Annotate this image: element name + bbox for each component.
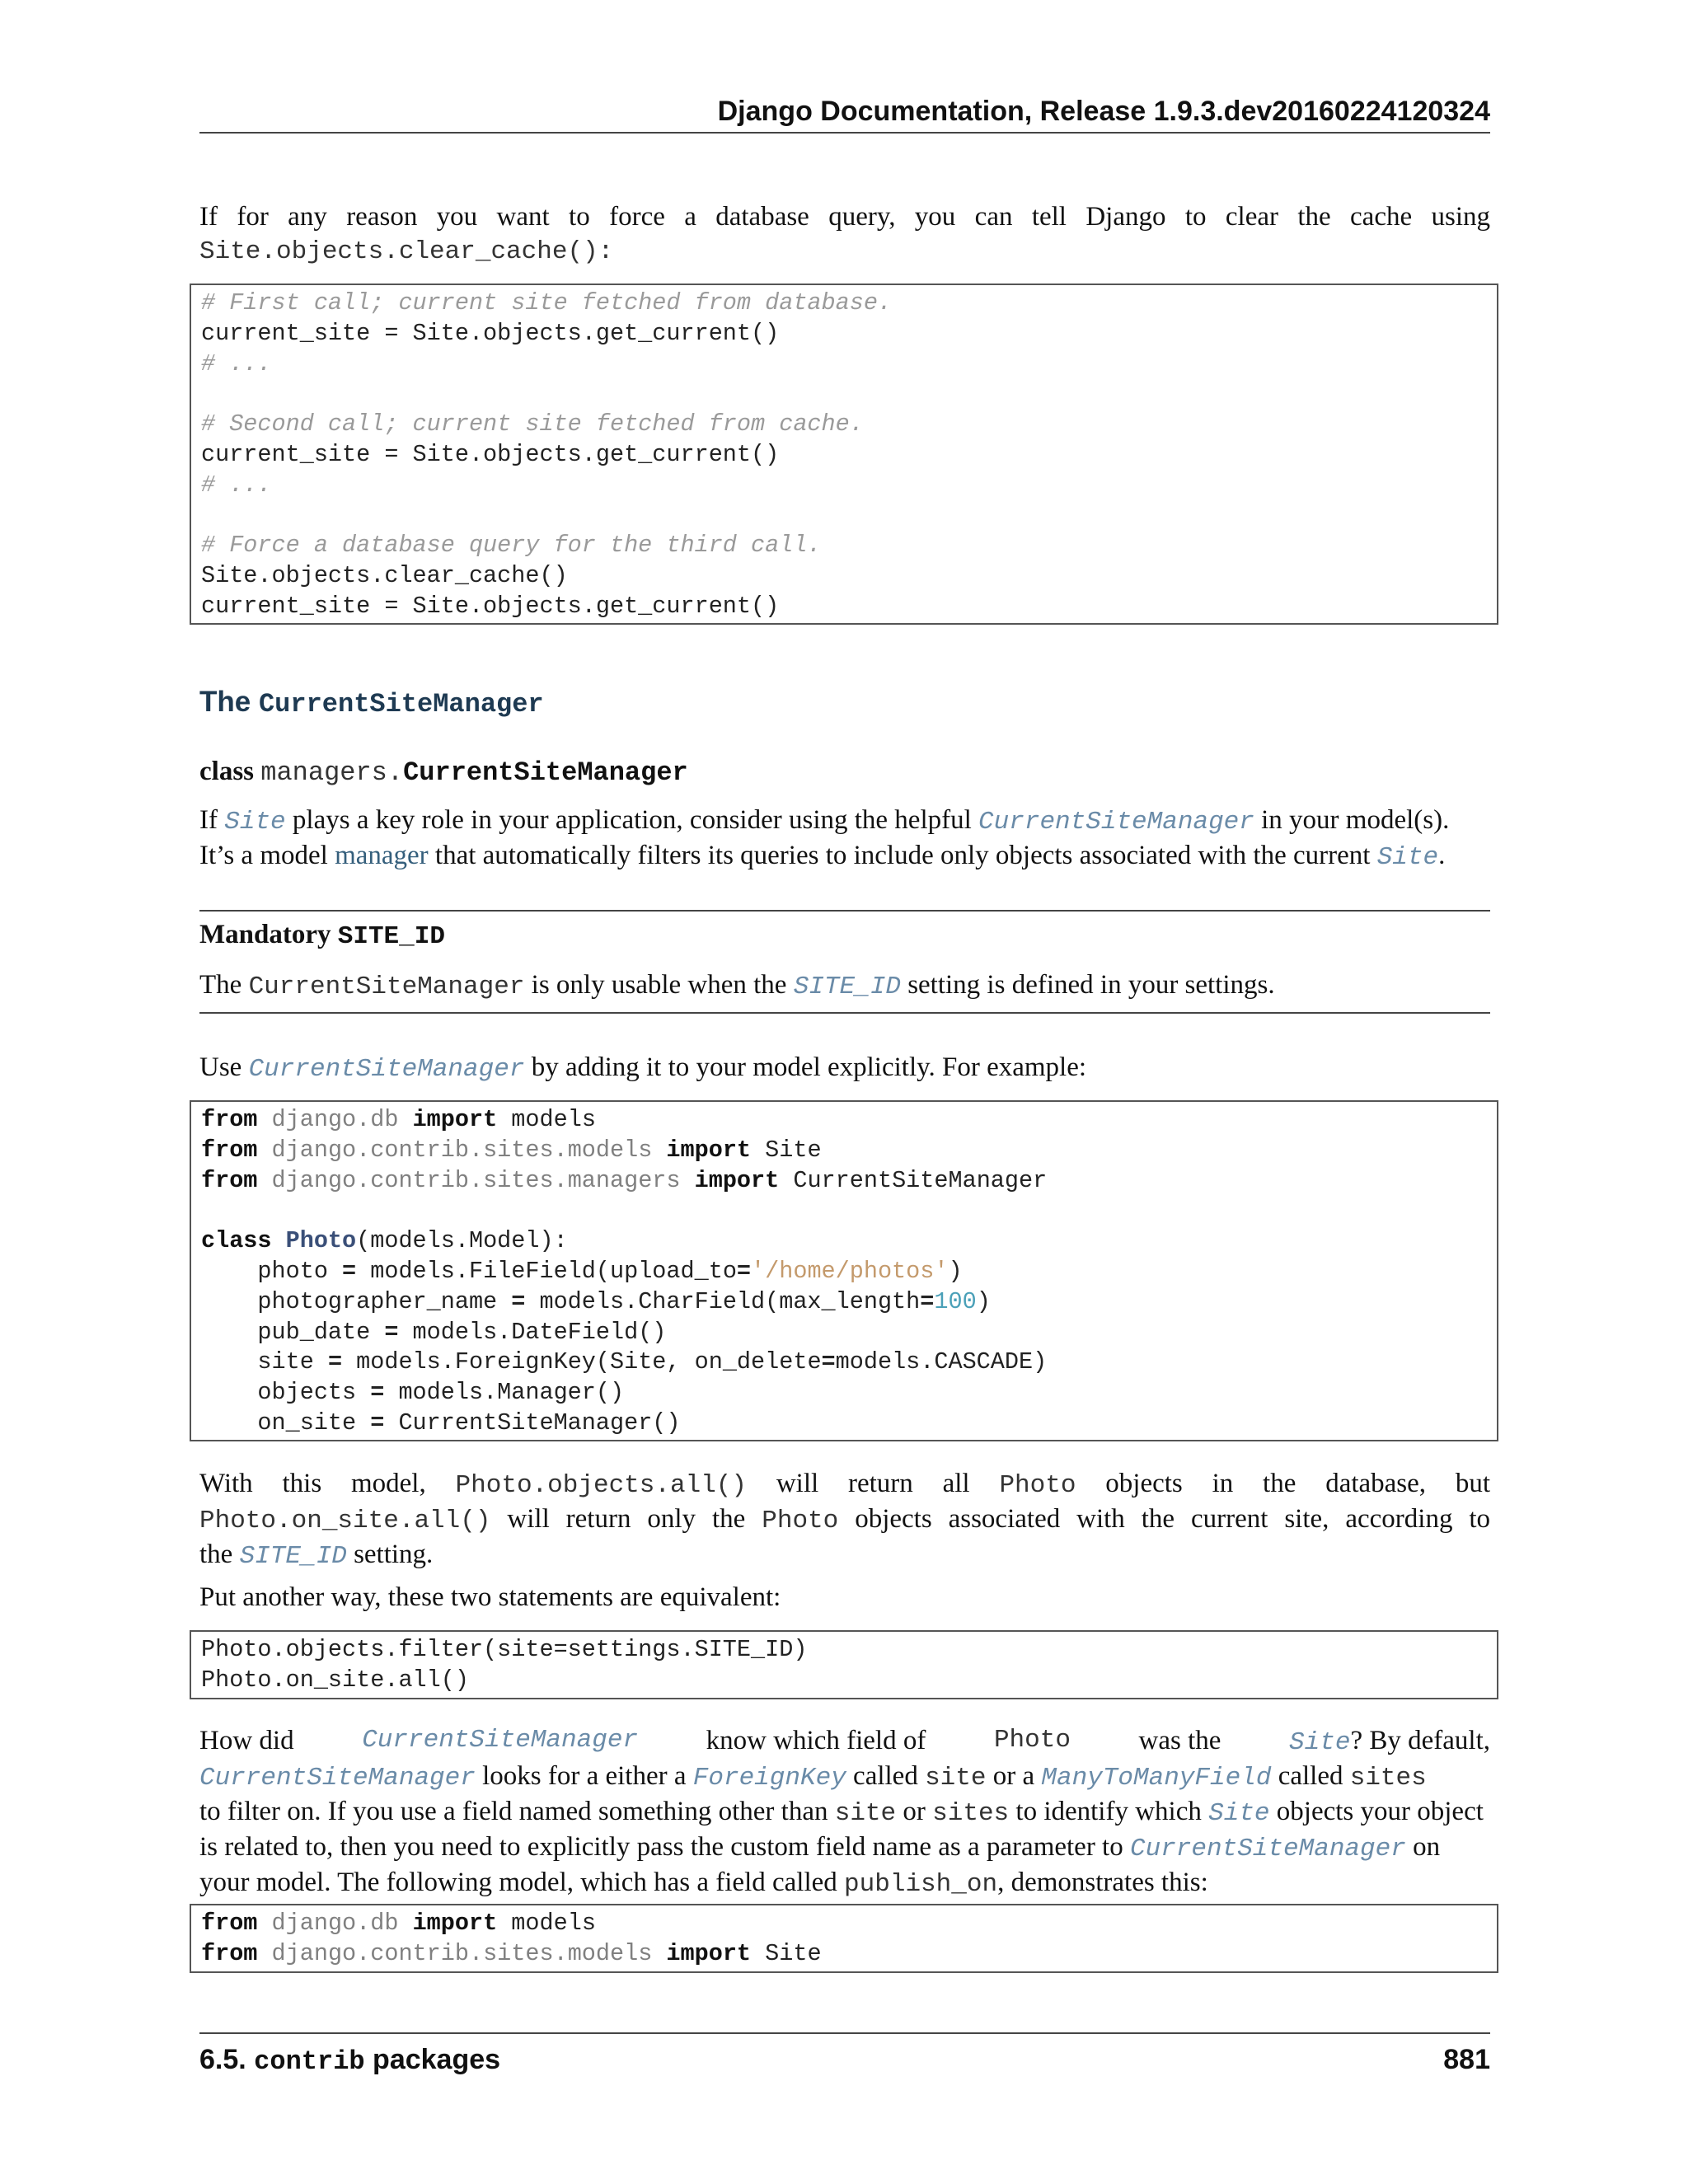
text: The xyxy=(199,970,242,1000)
how-line-4 xyxy=(199,1830,1490,1866)
heading-prefix: The xyxy=(199,686,251,718)
text: With this model, xyxy=(199,1469,426,1498)
inline-code: sites xyxy=(932,1799,1010,1828)
code-block-photo-pre: from django.db import models from django.contrib.sites.models import Site from django.contrib.sites.managers import CurrentSiteManager class Photo(models.Model): photo = models.FileField(upload_to='/home/photos') photographer_name = models.CharField(max_length=100) pub_date = models.DateField() site = models.ForeignKey(Site, on_delete=models.CASCADE) objects = models.Manager() on_site = CurrentSiteManager() xyxy=(201,1106,1048,1436)
code-line: # Force a database query for the third call. xyxy=(201,532,822,560)
inline-code: sites xyxy=(1349,1764,1427,1793)
text: setting is defined in your settings. xyxy=(907,970,1275,1000)
note-body xyxy=(199,968,1490,1004)
how-line-3 xyxy=(199,1795,1490,1830)
class-keyword: class xyxy=(199,757,254,786)
inline-code: site xyxy=(834,1799,897,1828)
intro-code: Site.objects.clear_cache(): xyxy=(199,237,614,266)
text: It’s a model xyxy=(199,841,328,870)
how-line-5 xyxy=(199,1866,1490,1901)
code-line: # Second call; current site fetched from cache. xyxy=(201,410,864,438)
footer-section-code: contrib xyxy=(254,2046,365,2077)
header-title: Django Documentation, Release 1.9.3.dev20160224120324 xyxy=(717,96,1490,127)
text: , demonstrates this: xyxy=(997,1868,1208,1897)
with-line-2 xyxy=(199,1502,1490,1538)
ref-currentsitemanager-link[interactable]: CurrentSiteManager xyxy=(1129,1835,1406,1863)
manager-link[interactable]: manager xyxy=(335,841,429,870)
text: to filter on. If you use a field named something other than xyxy=(199,1797,828,1826)
code-line: Photo.on_site.all() xyxy=(201,1666,469,1694)
note-bottom-rule xyxy=(199,1012,1490,1014)
note-title-prefix: Mandatory xyxy=(199,920,331,949)
ref-currentsitemanager-link[interactable]: CurrentSiteManager xyxy=(362,1726,639,1755)
text: setting. xyxy=(354,1540,434,1569)
text: Put another way, these two statements are equivalent: xyxy=(199,1582,781,1612)
code-line: # ... xyxy=(201,349,272,377)
intro-text: If for any reason you want to force a database query, you can tell Django to clear the cache using xyxy=(199,202,1490,232)
text: called xyxy=(853,1761,918,1791)
note-title xyxy=(199,918,445,954)
code-block-equivalent-pre xyxy=(201,1635,1497,1696)
text: If xyxy=(199,805,218,835)
how-paragraph xyxy=(199,1724,1490,1901)
ref-site-link[interactable]: Site xyxy=(224,808,286,837)
ref-currentsitemanager-link[interactable]: CurrentSiteManager xyxy=(199,1764,476,1793)
section-heading xyxy=(199,684,544,723)
class-description xyxy=(199,804,1490,874)
text: will return only the xyxy=(507,1504,746,1534)
how-line-1 xyxy=(199,1724,1490,1760)
inline-code: publish_on xyxy=(844,1870,998,1899)
text: Use xyxy=(199,1052,242,1082)
heading-code: CurrentSiteManager xyxy=(258,689,544,719)
ref-foreignkey-link[interactable]: ForeignKey xyxy=(692,1764,846,1793)
text: called xyxy=(1278,1761,1343,1791)
text: ? By default, xyxy=(1350,1726,1490,1755)
text: will return all xyxy=(776,1469,970,1498)
note-title-code: SITE_ID xyxy=(337,922,445,951)
footer-section-text: packages xyxy=(373,2044,501,2075)
text: plays a key role in your application, consider using the helpful xyxy=(292,805,972,835)
text: on xyxy=(1413,1832,1441,1862)
inline-code: Photo xyxy=(762,1507,839,1535)
text: was the xyxy=(1138,1726,1221,1755)
code-line: # ... xyxy=(201,471,272,499)
text: is only usable when the xyxy=(531,970,787,1000)
running-header xyxy=(199,91,1490,134)
code-block-photo-model xyxy=(190,1100,1498,1441)
code-block-cache xyxy=(190,284,1498,625)
code-line: Photo.objects.filter(site=settings.SITE_ID) xyxy=(201,1636,808,1663)
text: your model. The following model, which has a field called xyxy=(199,1868,837,1897)
ref-currentsitemanager-link[interactable]: CurrentSiteManager xyxy=(248,1055,525,1084)
code-line: current_site = Site.objects.get_current() xyxy=(201,592,780,620)
text: objects in the database, but xyxy=(1105,1469,1491,1498)
text: to identify which xyxy=(1015,1797,1202,1826)
text: objects associated with the current site, according to xyxy=(855,1504,1491,1534)
text: looks for a either a xyxy=(482,1761,687,1791)
with-paragraph xyxy=(199,1467,1490,1573)
inline-code: Photo.on_site.all() xyxy=(199,1507,491,1535)
code-line: Site.objects.clear_cache() xyxy=(201,562,568,590)
inline-code: CurrentSiteManager xyxy=(248,972,525,1001)
code-block-imports xyxy=(190,1904,1498,1973)
use-paragraph xyxy=(199,1051,1490,1086)
text: objects your object xyxy=(1276,1797,1484,1826)
inline-code: Photo xyxy=(999,1471,1076,1500)
text: or a xyxy=(992,1761,1035,1791)
code-line: current_site = Site.objects.get_current() xyxy=(201,440,780,468)
text: by adding it to your model explicitly. For example: xyxy=(531,1052,1087,1082)
ref-manytomanyfield-link[interactable]: ManyToManyField xyxy=(1041,1764,1272,1793)
ref-site-link[interactable]: Site xyxy=(1289,1728,1351,1757)
page-number: 881 xyxy=(1443,2044,1490,2075)
text: that automatically filters its queries to include only objects associated with the current xyxy=(434,841,1371,870)
text: the xyxy=(199,1540,233,1569)
code-line: # First call; current site fetched from database. xyxy=(201,289,893,316)
inline-code: site xyxy=(925,1764,987,1793)
text: is related to, then you need to explicitly pass the custom field name as a parameter to xyxy=(199,1832,1123,1862)
with-line-1 xyxy=(199,1467,1490,1502)
intro-paragraph xyxy=(199,200,1490,269)
footer-section xyxy=(199,2034,500,2088)
text: . xyxy=(1438,841,1446,870)
text: in your model(s). xyxy=(1261,805,1450,835)
equiv-paragraph xyxy=(199,1581,1490,1614)
code-block-imports-pre: from django.db import models from django.contrib.sites.models import Site xyxy=(201,1910,822,1967)
text: know which field of xyxy=(706,1726,926,1755)
inline-code: Photo.objects.all() xyxy=(455,1471,748,1500)
class-signature xyxy=(199,753,688,791)
code-block-cache-pre xyxy=(201,288,1497,622)
note-top-rule xyxy=(199,910,1490,912)
inline-code: Photo xyxy=(993,1726,1071,1755)
how-line-2 xyxy=(199,1760,1490,1795)
text: How did xyxy=(199,1726,294,1755)
class-module: managers. xyxy=(260,757,404,788)
text: or xyxy=(903,1797,926,1826)
code-line: current_site = Site.objects.get_current() xyxy=(201,319,780,347)
ref-site-link[interactable]: Site xyxy=(1208,1799,1270,1828)
ref-site-id-link[interactable]: SITE_ID xyxy=(793,972,901,1001)
class-name: CurrentSiteManager xyxy=(403,757,688,788)
ref-currentsitemanager-link[interactable]: CurrentSiteManager xyxy=(978,808,1254,837)
code-block-equivalent xyxy=(190,1630,1498,1699)
running-footer xyxy=(199,2032,1490,2085)
ref-site-id-link[interactable]: SITE_ID xyxy=(239,1542,347,1571)
footer-section-number: 6.5. xyxy=(199,2044,246,2075)
ref-site-link[interactable]: Site xyxy=(1376,843,1439,872)
